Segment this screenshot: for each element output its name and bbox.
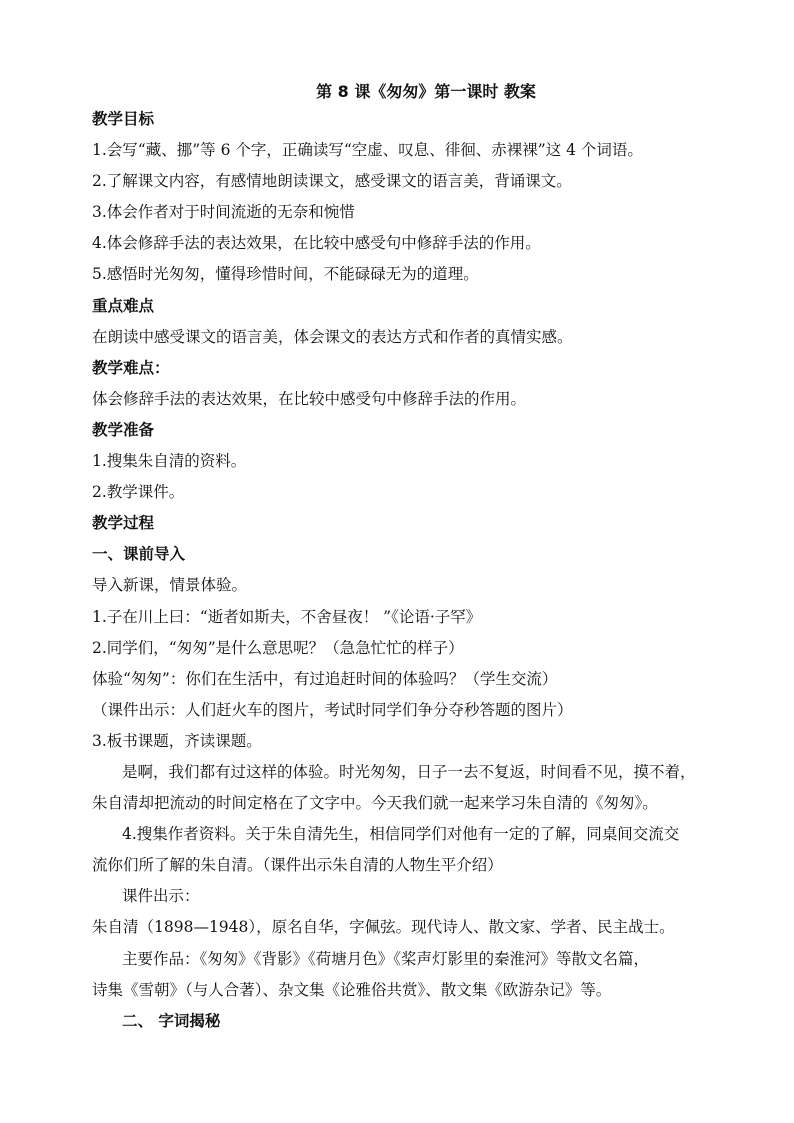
paragraph-line: 4.体会修辞手法的表达效果，在比较中感受句中修辞手法的作用。: [92, 234, 541, 253]
paragraph-line: 导入新课，情景体验。: [92, 576, 248, 595]
paragraph-line: 流你们所了解的朱自清。（课件出示朱自清的人物生平介绍）: [92, 856, 503, 875]
paragraph-line: 在朗读中感受课文的语言美，体会课文的表达方式和作者的真情实感。: [92, 327, 573, 346]
paragraph-line: 1.会写“藏、挪”等 6 个字，正确读写“空虚、叹息、徘徊、赤裸裸”这 4 个词语。: [92, 141, 643, 160]
paragraph-line: 3.体会作者对于时间流逝的无奈和惋惜: [92, 203, 355, 222]
paragraph-line: 诗集《雪朝》（与人合著）、杂文集《论雅俗共赏》、散文集《欧游杂记》等。: [92, 980, 612, 999]
paragraph-line: 5.感悟时光匆匆，懂得珍惜时间，不能碌碌无为的道理。: [92, 265, 479, 284]
paragraph-line: 2.同学们，“匆匆”是什么意思呢？（急急忙忙的样子）: [92, 638, 464, 657]
section-heading: 一、课前导入: [92, 545, 186, 564]
section-heading: 教学准备: [92, 420, 155, 439]
paragraph-line: 2.教学课件。: [92, 483, 185, 502]
paragraph-line: （课件出示：人们赶火车的图片，考试时同学们争分夺秒答题的图片）: [92, 700, 573, 719]
section-heading: 二、 字词揭秘: [122, 1011, 221, 1030]
paragraph-line: 1.子在川上曰：“逝者如斯夫，不舍昼夜！ ”《论语·子罕》: [92, 607, 482, 626]
section-heading: 教学难点：: [92, 358, 170, 377]
document-body: [92, 80, 712, 1037]
section-heading: 教学过程: [92, 514, 155, 533]
paragraph-line: 是啊，我们都有过这样的体验。时光匆匆，日子一去不复返，时间看不见，摸不着，: [122, 762, 696, 781]
paragraph-line: 体验“匆匆”：你们在生活中，有过追赶时间的体验吗？（学生交流）: [92, 669, 558, 688]
document-title: 第 8 课《匆匆》第一课时 教案: [316, 82, 536, 101]
section-heading: 教学目标: [92, 110, 155, 128]
paragraph-line: 主要作品：《匆匆》《背影》《荷塘月色》《桨声灯影里的秦淮河》等散文名篇，: [122, 949, 650, 968]
paragraph-line: 课件出示：: [122, 887, 200, 906]
paragraph-line: 朱自清（1898—1948），原名自华，字佩弦。现代诗人、散文家、学者、民主战士。: [92, 918, 675, 937]
paragraph-line: 朱自清却把流动的时间定格在了文字中。今天我们就一起来学习朱自清的《匆匆》。: [92, 794, 658, 813]
paragraph-line: 4.搜集作者资料。关于朱自清先生，相信同学们对他有一定的了解，同桌间交流交: [122, 825, 680, 844]
paragraph-line: 体会修辞手法的表达效果，在比较中感受句中修辞手法的作用。: [92, 389, 527, 408]
document-lines: [92, 104, 712, 1037]
section-heading: 重点难点: [92, 296, 155, 315]
paragraph-line: 3.板书课题，齐读课题。: [92, 731, 262, 750]
paragraph-line: 1.搜集朱自清的资料。: [92, 452, 247, 471]
paragraph-line: 2.了解课文内容，有感情地朗读课文，感受课文的语言美，背诵课文。: [92, 172, 572, 191]
